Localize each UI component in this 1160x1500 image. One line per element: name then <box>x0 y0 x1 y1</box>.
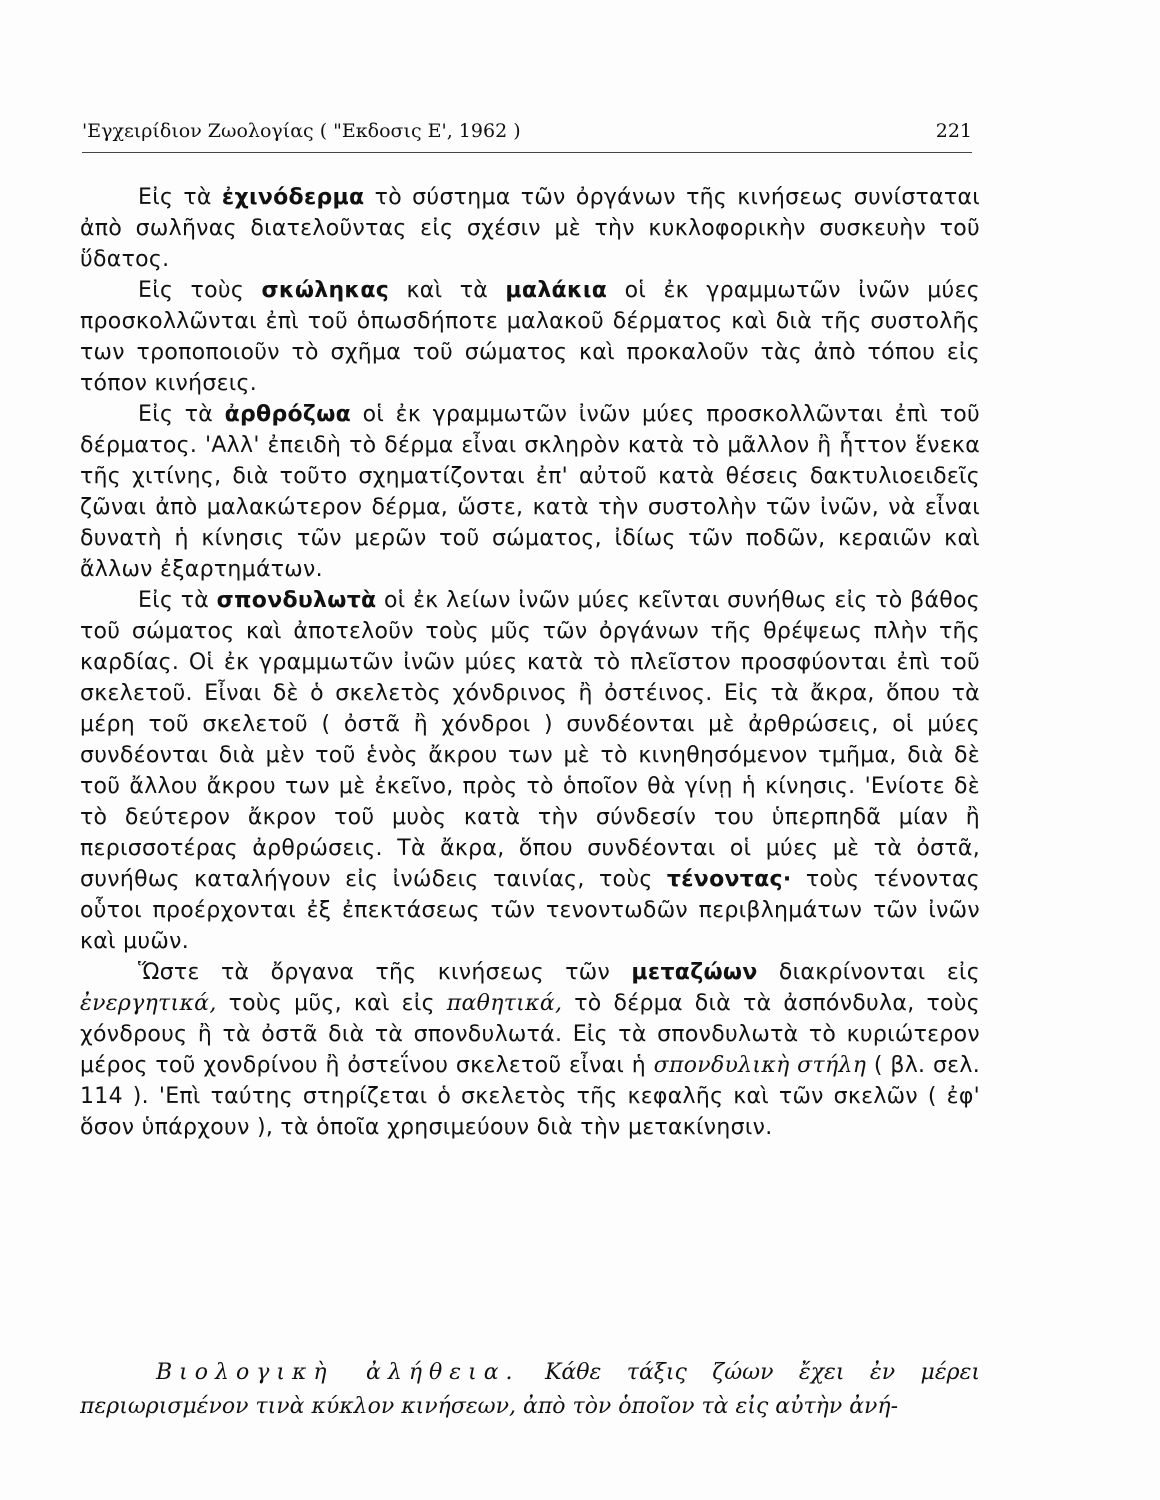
biological-truth-heading: Βιολογικὴ ἀλήθεια. <box>156 1360 520 1385</box>
italic-term: ἐνεργητικά, <box>80 991 217 1016</box>
main-text <box>80 182 980 1143</box>
text-span: Εἰς τὰ <box>138 185 222 210</box>
text-span: Εἰς τοὺς <box>138 278 262 303</box>
paragraph-echinoderms <box>80 182 980 275</box>
text-span: τὸ σύστημα τῶν ὀργάνων τῆς κινήσεως συνίσταται ἀπὸ σωλῆνας διατελοῦντας εἰς σχέσιν μὲ τὴν κυκλοφορικὴν συσκευὴν τοῦ ὕδατος. <box>80 185 980 272</box>
paragraph-arthropods <box>80 399 980 585</box>
text-span: οἱ ἐκ γραμμωτῶν ἰνῶν μύες προσκολλῶνται ἐπὶ τοῦ ὁπωσδήποτε μαλακοῦ δέρματος καὶ διὰ τῆς συστολῆς των τροποποιοῦν τὸ σχῆμα τοῦ σώματος καὶ προκαλοῦν τὰς ἀπὸ τόπου εἰς τόπον κινήσεις. <box>80 278 980 396</box>
running-title: 'Εγχειρίδιον Ζωολογίας ( "Εκδοσις Ε', 1962 ) <box>82 120 521 142</box>
italic-term: παθητικά, <box>446 991 563 1016</box>
text-span: τοὺς τένοντας οὗτοι προέρχονται ἐξ ἐπεκτάσεως τῶν τενοντωδῶν περιβλημάτων τῶν ἰνῶν καὶ μυῶν. <box>80 867 980 954</box>
text-span: οἱ ἐκ λείων ἰνῶν μύες κεῖνται συνήθως εἰς τὸ βάθος τοῦ σώματος καὶ ἀποτελοῦν τοὺς μῦς τῶν ὀργάνων τῆς θρέψεως πλὴν τῆς καρδίας. Οἱ ἐκ γραμμωτῶν ἰνῶν μύες κατὰ τὸ πλεῖστον προσφύονται ἐπὶ τοῦ σκελετοῦ. Εἶναι δὲ ὁ σκελετὸς χόνδρινος ἢ ὀστέινος. Εἰς τὰ ἄκρα, ὅπου τὰ μέρη τοῦ σκελετοῦ ( ὀστᾶ ἢ χόνδροι ) συνδέονται μὲ ἀρθρώσεις, οἱ μύες συνδέονται διὰ μὲν τοῦ ἑνὸς ἄκρου των μὲ τὸ κινηθησόμενον τμῆμα, διὰ δὲ τοῦ ἄλλου ἄκρου των μὲ ἐκεῖνο, πρὸς τὸ ὁποῖον θὰ γίνῃ ἡ κίνησις. 'Ενίοτε δὲ τὸ δεύτερον ἄκρον τοῦ μυὸς κατὰ τὴν σύνδεσίν του ὑπερπηδᾶ μίαν ἢ περισσοτέρας ἀρθρώσεις. Τὰ ἄκρα, ὅπου συνδέονται οἱ μύες μὲ τὰ ὀστᾶ, συνήθως καταλήγουν εἰς ἰνώδεις ταινίας, τοὺς <box>80 588 980 892</box>
text-span: Εἰς τὰ <box>138 588 217 613</box>
biological-truth-text: Κάθε τάξις ζώων ἔχει ἐν μέρει περιωρισμένον τινὰ κύκλον κινήσεων, ἀπὸ τὸν ὁποῖον τὰ εἰς αὐτὴν ἀνή- <box>80 1360 981 1419</box>
running-header <box>82 116 972 153</box>
biological-truth-paragraph <box>80 1356 980 1424</box>
page-number: 221 <box>935 120 972 142</box>
bold-term: ἐχινόδερμα <box>221 185 365 210</box>
paragraph-worms-molluscs <box>80 275 980 399</box>
text-span: καὶ τὰ <box>389 278 506 303</box>
bold-term: σκώληκας <box>261 278 390 303</box>
text-span: Εἰς τὰ <box>138 402 225 427</box>
italic-term: σπονδυλικὴ στήλη <box>653 1053 867 1078</box>
text-span: οἱ ἐκ γραμμωτῶν ἰνῶν μύες προσκολλῶνται ἐπὶ τοῦ δέρματος. 'Αλλ' ἐπειδὴ τὸ δέρμα εἶναι σκληρὸν κατὰ τὸ μᾶλλον ἢ ἧττον ἕνεκα τῆς χιτίνης, διὰ τοῦτο σχηματίζονται ἐπ' αὐτοῦ κατὰ θέσεις δακτυλιοειδεῖς ζῶναι ἀπὸ μαλακώτερον δέρμα, ὥστε, κατὰ τὴν συστολὴν τῶν ἰνῶν, νὰ εἶναι δυνατὴ ἡ κίνησις τῶν μερῶν τοῦ σώματος, ἰδίως τῶν ποδῶν, κεραιῶν καὶ ἄλλων ἐξαρτημάτων. <box>80 402 980 582</box>
bold-term: μεταζώων <box>631 960 758 985</box>
bold-term: σπονδυλωτὰ <box>216 588 377 613</box>
text-span: τὸ δέρμα διὰ τὰ ἀσπόνδυλα, τοὺς χόνδρους ἢ τὰ ὀστᾶ διὰ τὰ σπονδυλωτά. Εἰς τὰ σπονδυλωτὰ τὸ κυριώτερον μέρος τοῦ χονδρίνου ἢ ὀστεΐνου σκελετοῦ εἶναι ἡ <box>80 991 980 1078</box>
text-span: τοὺς μῦς, καὶ εἰς <box>216 991 447 1016</box>
bold-term: τένοντας· <box>666 867 792 892</box>
text-span: Ὥστε τὰ ὄργανα τῆς κινήσεως τῶν <box>138 960 632 985</box>
paragraph-vertebrates <box>80 585 980 957</box>
bold-term: ἀρθρόζωα <box>224 402 352 427</box>
text-span: ( βλ. σελ. 114 ). 'Επὶ ταύτης στηρίζεται ὁ σκελετὸς τῆς κεφαλῆς καὶ τῶν σκελῶν ( ἐφ' ὅσον ὑπάρχουν ), τὰ ὁποῖα χρησιμεύουν διὰ τὴν μετακίνησιν. <box>80 1053 980 1140</box>
paragraph-metazoa-summary <box>80 957 980 1143</box>
bold-term: μαλάκια <box>505 278 608 303</box>
text-span: διακρίνονται εἰς <box>757 960 980 985</box>
